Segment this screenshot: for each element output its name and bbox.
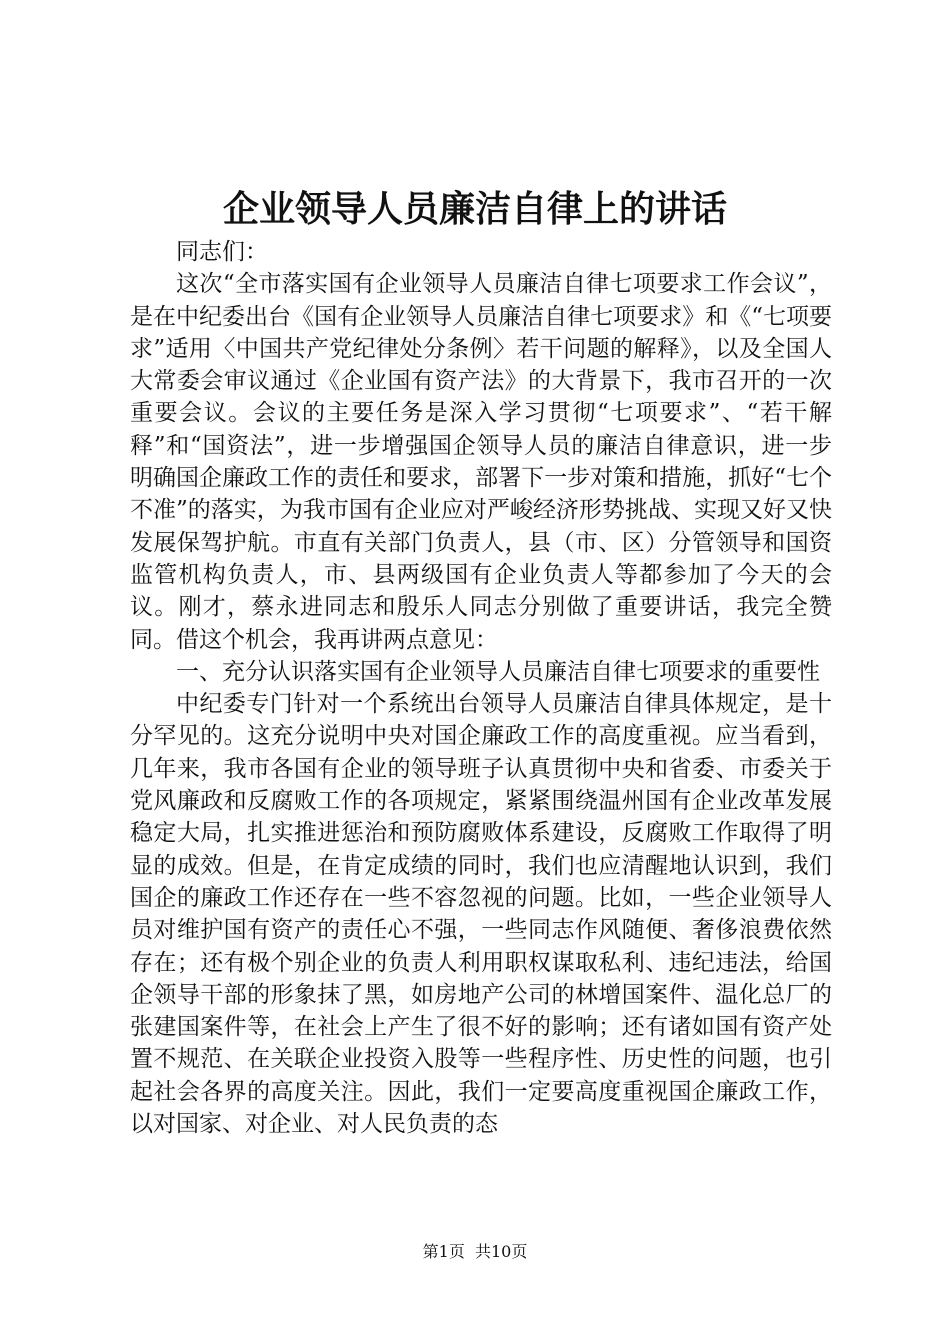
- paragraph-intro: 这次“全市落实国有企业领导人员廉洁自律七项要求工作会议”，是在中纪委出台《国有企业领导人员廉洁自律七项要求》和《“七项要求”适用〈中国共产党纪律处分条例〉若干问题的解释》，以及全国人大常委会审议通过《企业国有资产法》的大背景下，我市召开的一次重要会议。会议的主要任务是深入学习贯彻“七项要求”、“若干解释”和“国资法”，进一步增强国企领导人员的廉洁自律意识，进一步明确国企廉政工作的责任和要求，部署下一步对策和措施，抓好“七个不准”的落实，为我市国有企业应对严峻经济形势挑战、实现又好又快发展保驾护航。市直有关部门负责人，县（市、区）分管领导和国资监管机构负责人，市、县两级国有企业负责人等都参加了今天的会议。刚才，蔡永进同志和殷乐人同志分别做了重要讲话，我完全赞同。借这个机会，我再讲两点意见：: [130, 271, 832, 653]
- paragraph-section-1: 中纪委专门针对一个系统出台领导人员廉洁自律具体规定，是十分罕见的。这充分说明中央对国企廉政工作的高度重视。应当看到，几年来，我市各国有企业的领导班子认真贯彻中央和省委、市委关于党风廉政和反腐败工作的各项规定，紧紧围绕温州国有企业改革发展稳定大局，扎实推进惩治和预防腐败体系建设，反腐败工作取得了明显的成效。但是，在肯定成绩的同时，我们也应清醒地认识到，我们国企的廉政工作还存在一些不容忽视的问题。比如，一些企业领导人员对维护国有资产的责任心不强，一些同志作风随便、奢侈浪费依然存在；还有极个别企业的负责人利用职权谋取私利、违纪违法，给国企领导干部的形象抹了黑，如房地产公司的林增国案件、温化总厂的张建国案件等，在社会上产生了很不好的影响；还有诸如国有资产处置不规范、在关联企业投资入股等一些程序性、历史性的问题，也引起社会各界的高度关注。因此，我们一定要高度重视国企廉政工作，以对国家、对企业、对人民负责的态: [130, 691, 832, 1138]
- page-footer: [0, 1241, 950, 1263]
- section-heading-1: 一、充分认识落实国有企业领导人员廉洁自律七项要求的重要性: [176, 658, 820, 685]
- page-number: 第1页 共10页: [422, 1242, 528, 1261]
- document-title: 企业领导人员廉洁自律上的讲话: [222, 188, 727, 230]
- document-body: [130, 236, 832, 1140]
- salutation: 同志们：: [176, 239, 268, 265]
